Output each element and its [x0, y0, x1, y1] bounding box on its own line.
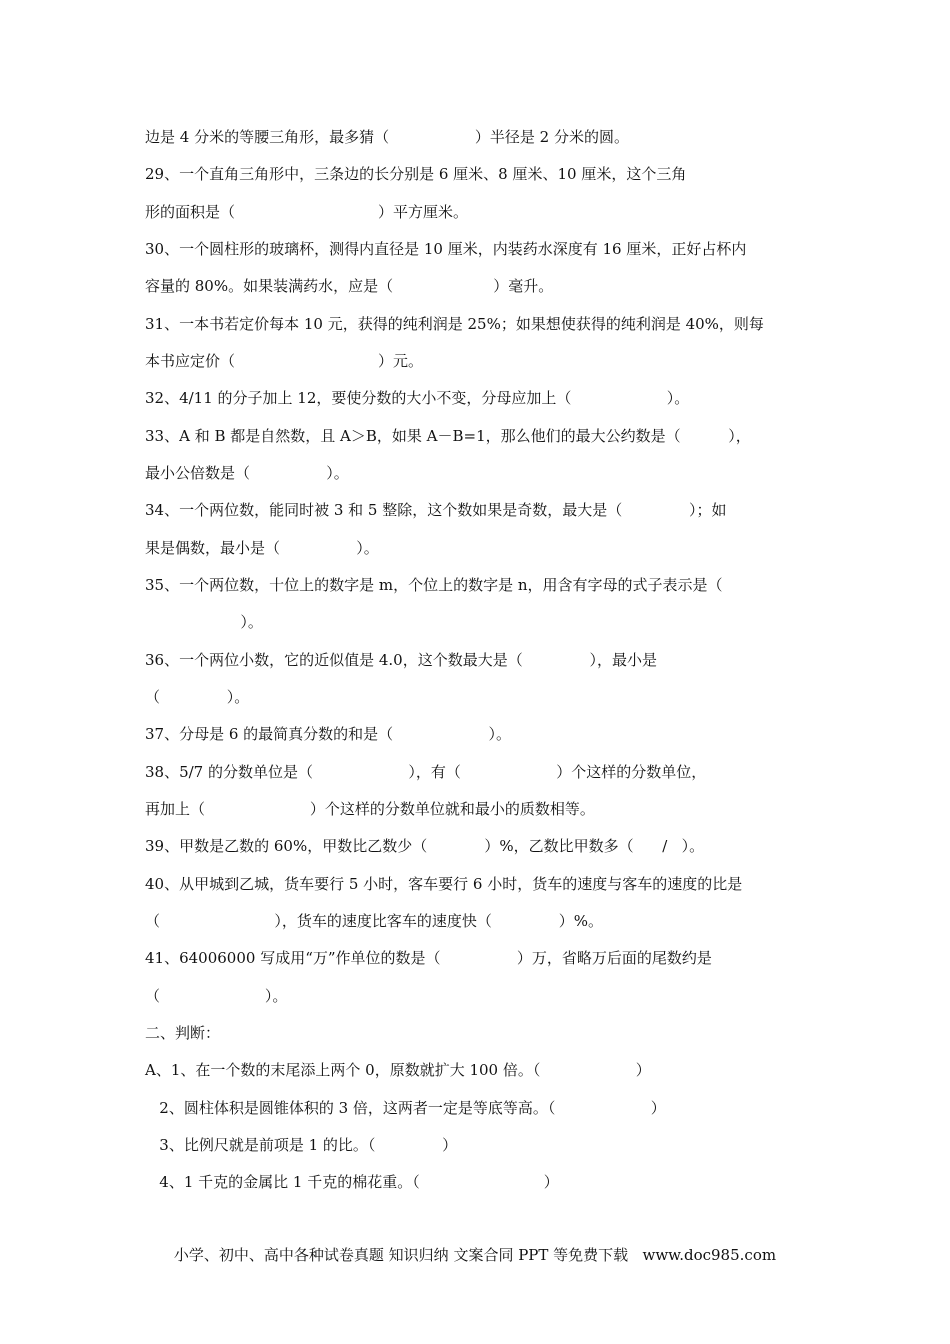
section-heading-judgement: 二、判断： [145, 1024, 221, 1042]
question-40-line-1: 40、从甲城到乙城，货车要行 5 小时，客车要行 6 小时，货车的速度与客车的速度的比是 [145, 875, 743, 893]
question-29-line-2: 形的面积是（ ）平方厘米。 [145, 203, 469, 221]
question-32: 32、4/11 的分子加上 12，要使分数的大小不变，分母应加上（ ）。 [145, 389, 690, 407]
question-30-line-2: 容量的 80%。如果装满药水，应是（ ）毫升。 [145, 277, 554, 295]
question-29-line-1: 29、一个直角三角形中，三条边的长分别是 6 厘米、8 厘米、10 厘米，这个三角 [145, 165, 687, 183]
page-footer: 小学、初中、高中各种试卷真题 知识归纳 文案合同 PPT 等免费下载 www.doc985.com [173, 1246, 777, 1264]
question-41-line-2: （ ）。 [145, 987, 288, 1005]
question-35-line-1: 35、一个两位数，十位上的数字是 m，个位上的数字是 n，用含有字母的式子表示是（ [145, 576, 723, 594]
text-line: 边是 4 分米的等腰三角形，最多猜（ ）半径是 2 分米的圆。 [145, 128, 629, 146]
question-41-line-1: 41、64006000 写成用“万”作单位的数是（ ）万，省略万后面的尾数约是 [145, 949, 712, 967]
question-40-line-2: （ ），货车的速度比客车的速度快（ ）%。 [145, 912, 603, 930]
question-39: 39、甲数是乙数的 60%，甲数比乙数少（ ）%，乙数比甲数多（ / ）。 [145, 837, 705, 855]
question-34-line-1: 34、一个两位数，能同时被 3 和 5 整除，这个数如果是奇数，最大是（ ）；如 [145, 501, 727, 519]
question-36-line-2: （ ）。 [145, 688, 250, 706]
question-31-line-2: 本书应定价（ ）元。 [145, 352, 424, 370]
question-36-line-1: 36、一个两位小数，它的近似值是 4.0，这个数最大是（ ），最小是 [145, 651, 657, 669]
question-38-line-2: 再加上（ ）个这样的分数单位就和最小的质数相等。 [145, 800, 595, 818]
question-38-line-1: 38、5/7 的分数单位是（ ），有（ ）个这样的分数单位， [145, 763, 707, 781]
question-30-line-1: 30、一个圆柱形的玻璃杯，测得内直径是 10 厘米，内装药水深度有 16 厘米，正好占杯内 [145, 240, 747, 258]
question-33-line-1: 33、A 和 B 都是自然数，且 A＞B，如果 A－B=1，那么他们的最大公约数是（ ）， [145, 427, 751, 445]
question-37: 37、分母是 6 的最简真分数的和是（ ）。 [145, 725, 512, 743]
judgement-item-4: 4、1 千克的金属比 1 千克的棉花重。（ ） [145, 1173, 559, 1191]
question-35-line-2: ）。 [145, 613, 263, 631]
judgement-item-2: 2、圆柱体积是圆锥体积的 3 倍，这两者一定是等底等高。（ ） [145, 1099, 666, 1117]
judgement-item-3: 3、比例尺就是前项是 1 的比。（ ） [145, 1136, 458, 1154]
judgement-item-1: A、1、在一个数的末尾添上两个 0，原数就扩大 100 倍。（ ） [145, 1061, 651, 1079]
question-33-line-2: 最小公倍数是（ ）。 [145, 464, 349, 482]
question-34-line-2: 果是偶数，最小是（ ）。 [145, 539, 379, 557]
question-31-line-1: 31、一本书若定价每本 10 元，获得的纯利润是 25%；如果想使获得的纯利润是 40%，则每 [145, 315, 764, 333]
